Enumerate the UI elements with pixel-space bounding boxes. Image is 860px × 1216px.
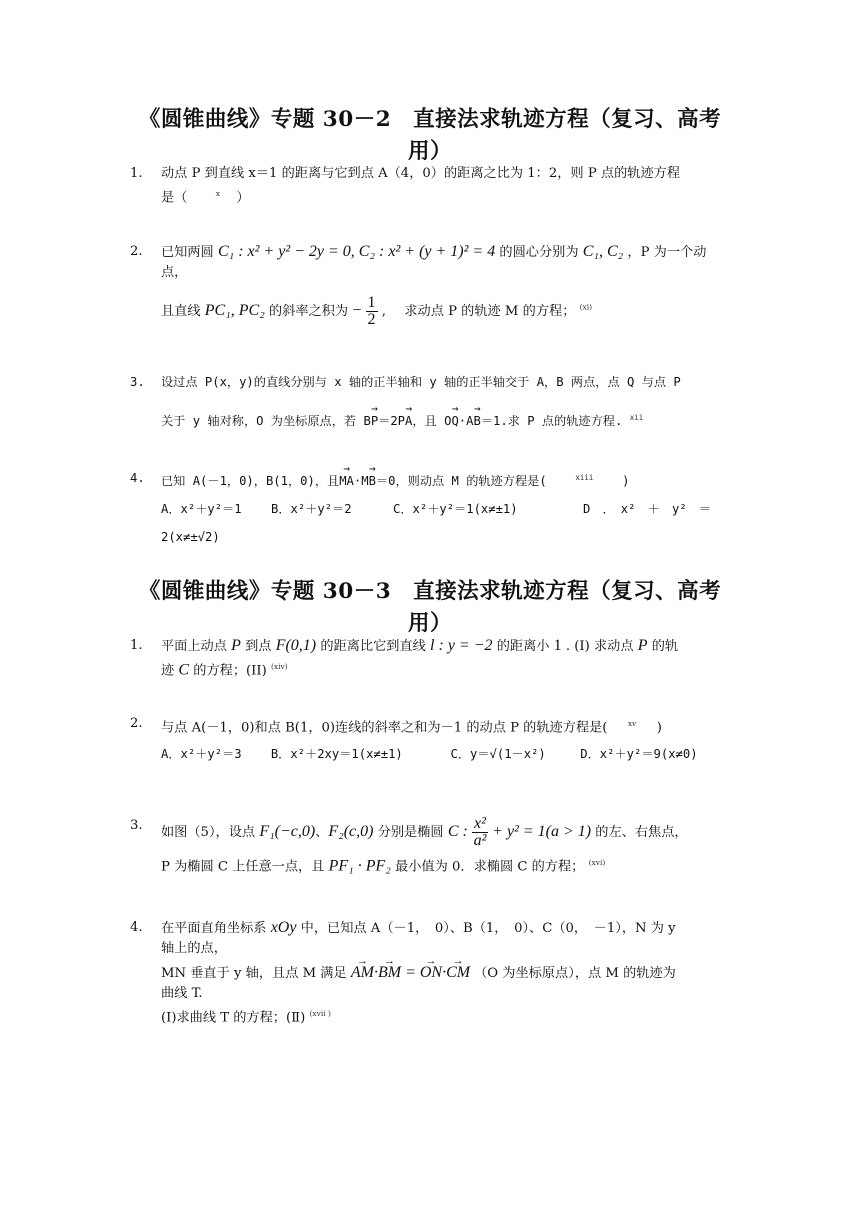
answer-ref: xiii <box>575 473 594 482</box>
ellipse-fraction: $\frac{\text{x²}}{\text{a²}}$ <box>473 815 487 849</box>
answer-ref: x <box>215 189 221 198</box>
option-d: D ． x² ＋ y² ＝ <box>583 502 712 517</box>
ellipse-equation-rest: + y² = 1(a > 1) <box>492 823 592 840</box>
option-c: C．y＝√(1－x²) <box>450 747 546 762</box>
vector-mb: → B <box>369 471 376 491</box>
circle-equations: C₁ : x² + y² − 2y = 0, C₂ : x² + (y + 1)² = 4 <box>217 243 496 260</box>
dot-product-pf: PF₁ · PF₂ <box>328 857 391 875</box>
vector-bp: → P <box>371 411 378 431</box>
options-row <box>161 499 730 519</box>
option-b: B．x²＋y²＝2 <box>271 502 352 517</box>
option-d-cont: 2(x≠±√2) <box>161 530 220 545</box>
section-title-30-3: 《圆锥曲线》专题 30－3 直接法求轨迹方程（复习、高考 用） <box>138 579 722 636</box>
focus-f2: F₂(c,0) <box>328 823 374 840</box>
answer-ref: (xvi) <box>588 858 606 867</box>
answer-ref: xii <box>629 413 644 422</box>
coordinate-system: xOy <box>270 919 297 936</box>
options-row <box>161 744 730 764</box>
option-a: A．x²＋y²＝1 <box>161 502 242 517</box>
vector-oq: → Q <box>451 411 458 431</box>
line-l: l : y = −2 <box>430 637 493 654</box>
document-page: 《圆锥曲线》专题 30－2 直接法求轨迹方程（复习、高考 用） 1. 动点 P 到直线 x＝1 的距离与它到点 A（4，0）的距离之比为 1：2，则 P 点的轨迹方程 是（ $^x$ ） 2. 已知两圆 C₁ : x² + y² − 2y = 0, C₂ : x² + (y + 1)² = 4 的圆心分别为 C₁, C₂ ，P 为一个动 点， 且直线 PC₁, PC₂ 的斜率之积为 − $\frac{1}{2}$ , 求动点 P 的轨迹 M 的方程； $^{(xi)}$ 3. 设过点 P(x，y)的直线分别与 x 轴的正半轴和 y 轴的正半轴交于 A，B 两点，点 Q 与点 P 关于 y 轴对称，O 为坐标原点，若 B→ P＝2P→ A，且 O→ Q·A→ B＝1.求 P 点的轨迹方程. $^{xii}$ 4. 已知 A(－1，0)，B(1，0)，且→ MA·M→ B＝0，则动点 M 的轨迹方程是( $^{xiii}$ ) A．x²＋y²＝1 B．x²＋y²＝2 C．x²＋y²＝1(x≠±1) D ． x² ＋ y² ＝ 2(x≠±√2) 《圆锥曲线》专题 30－3 直接法求轨迹方程（复习、高考 用） 1. 平面上动点 P 到点 F(0,1) 的距离比它到直线 l : y = −2 的距离小 1 . (I) 求动点 P 的轨 迹 C 的方程；(II) $^{(xiv)}$ 2. 与点 A(－1，0)和点 B(1，0)连线的斜率之和为－1 的动点 P 的轨迹方程是( $^{xv}$ ) A．x²＋y²＝3 B．x²＋2xy＝1(x≠±1) C．y＝√(1－x²) D．x²＋y²＝9(x≠0) 3. 如图（5），设点 F₁(−c,0)、F₂(c,0) 分别是椭圆 C : $\frac{\text{x²}}{\text{a²}}$ + y² = 1(a > 1) 的左、右焦点， P 为椭圆 C 上任意一点，且 PF₁ · PF₂ 最小值为 0．求椭圆 C 的方程； $^{(xvi)}$ 4. 在平面直角坐标系 xOy 中，已知点 A（－1， 0）、B（1， 0）、C（0， －1），N 为 y 轴上的点， MN 垂直于 y 轴，且点 M 满足 → AM·→ BM = → ON·→ CM （O 为坐标原点），点 M 的轨迹为 曲线 T. (Ⅰ)求曲线 T 的方程；(Ⅱ) $^{(xvii )}$ <box>0 0 860 1216</box>
answer-ref: (xvii ) <box>309 1009 331 1018</box>
option-c: C．x²＋y²＝1(x≠±1) <box>393 502 518 517</box>
lines-pc: PC₁, PC₂ <box>204 302 265 319</box>
circle-centers: C₁, C₂ <box>582 243 624 260</box>
section-title-30-2: 《圆锥曲线》专题 30－2 直接法求轨迹方程（复习、高考 用） <box>138 107 722 164</box>
vector-pa: → A <box>405 411 412 431</box>
fraction-one-half: $\frac{1}{2}$ <box>367 294 376 328</box>
point-f: F(0,1) <box>275 637 317 654</box>
vector-ma: → MA <box>339 471 354 491</box>
focus-f1: F₁(−c,0) <box>259 823 316 840</box>
answer-ref: xv <box>627 719 637 728</box>
option-b: B．x²＋2xy＝1(x≠±1) <box>270 747 403 762</box>
option-a: A．x²＋y²＝3 <box>161 747 242 762</box>
vector-equation: → AM·→ BM = → ON·→ CM <box>351 964 474 981</box>
vector-ab: → B <box>473 411 480 431</box>
answer-ref: (xiv) <box>270 662 288 671</box>
option-d: D．x²＋y²＝9(x≠0) <box>580 747 698 762</box>
answer-ref: (xi) <box>579 302 593 312</box>
